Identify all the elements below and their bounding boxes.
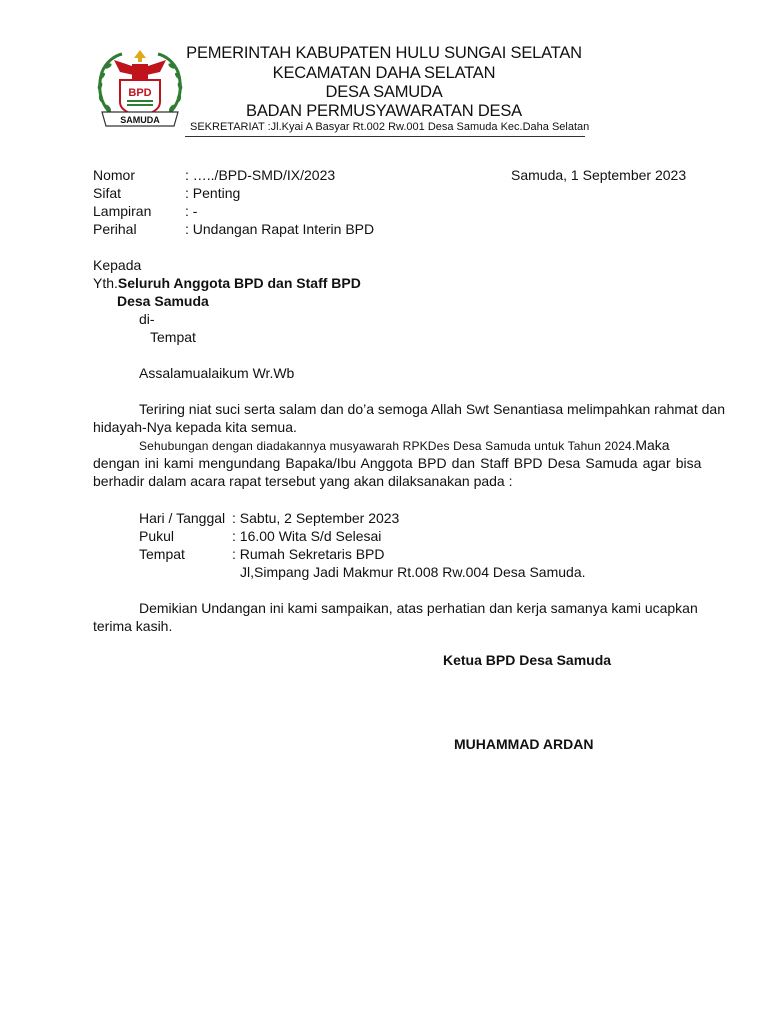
letterhead-line-3: DESA SAMUDA bbox=[325, 83, 443, 101]
letterhead-divider bbox=[185, 136, 585, 137]
logo-emblem-text: BPD bbox=[128, 87, 152, 99]
event-place-label: Tempat bbox=[139, 546, 185, 562]
di-label: di- bbox=[139, 311, 155, 327]
event-place-detail: Jl,Simpang Jadi Makmur Rt.008 Rw.004 Desa Samuda. bbox=[240, 564, 586, 580]
event-place-value: : Rumah Sekretaris BPD bbox=[232, 546, 385, 562]
perihal-value: : Undangan Rapat Interin BPD bbox=[185, 221, 375, 237]
closing-line-1: Demikian Undangan ini kami sampaikan, atas perhatian dan kerja samanya kami ucapkan bbox=[139, 600, 698, 616]
event-time-value: : 16.00 Wita S/d Selesai bbox=[232, 528, 382, 544]
paragraph-2-line-1 bbox=[139, 437, 670, 453]
signature-title: Ketua BPD Desa Samuda bbox=[443, 652, 612, 668]
recipient-name: Seluruh Anggota BPD dan Staff BPD bbox=[117, 275, 361, 291]
sifat-label: Sifat bbox=[93, 185, 122, 201]
paragraph-1-line-1: Teriring niat suci serta salam dan do’a semoga Allah Swt Senantiasa melimpahkan rahmat dan bbox=[139, 401, 725, 417]
paragraph-2-small-text: Sehubungan dengan diadakannya musyawarah RPKDes Desa Samuda untuk Tahun 2024. bbox=[139, 439, 636, 453]
lampiran-value: : - bbox=[185, 203, 198, 219]
event-day-value: : Sabtu, 2 September 2023 bbox=[232, 510, 400, 526]
event-time-label: Pukul bbox=[139, 528, 175, 544]
recipient-village: Desa Samuda bbox=[117, 293, 209, 309]
nomor-label: Nomor bbox=[93, 167, 136, 183]
lampiran-label: Lampiran bbox=[93, 203, 152, 219]
nomor-value: : …../BPD-SMD/IX/2023 bbox=[185, 167, 336, 183]
sifat-value: : Penting bbox=[185, 185, 241, 201]
letterhead-line-2: KECAMATAN DAHA SELATAN bbox=[272, 64, 496, 82]
paragraph-2-line-2: dengan ini kami mengundang Bapaka/Ibu Anggota BPD dan Staff BPD Desa Samuda agar bisa bbox=[93, 455, 702, 471]
logo-ribbon-text: SAMUDA bbox=[120, 115, 160, 125]
recipient-line bbox=[93, 275, 361, 291]
letter-date: Samuda, 1 September 2023 bbox=[511, 167, 687, 183]
paragraph-1-line-2: hidayah-Nya kepada kita semua. bbox=[93, 419, 297, 435]
greeting: Assalamualaikum Wr.Wb bbox=[139, 365, 295, 381]
closing-line-2: terima kasih. bbox=[93, 618, 173, 634]
event-day-label: Hari / Tanggal bbox=[139, 510, 226, 526]
kepada-label: Kepada bbox=[93, 257, 142, 273]
letterhead-line-1: PEMERINTAH KABUPATEN HULU SUNGAI SELATAN bbox=[186, 44, 582, 62]
paragraph-2-rest: Maka bbox=[635, 437, 670, 453]
signature-name: MUHAMMAD ARDAN bbox=[454, 736, 594, 752]
yth-label: Yth. bbox=[93, 275, 118, 291]
paragraph-2-line-3: berhadir dalam acara rapat tersebut yang akan dilaksanakan pada : bbox=[93, 473, 513, 489]
letterhead-address: SEKRETARIAT :Jl.Kyai A Basyar Rt.002 Rw.001 Desa Samuda Kec.Daha Selatan bbox=[190, 121, 590, 133]
perihal-label: Perihal bbox=[93, 221, 137, 237]
tempat-label: Tempat bbox=[150, 329, 196, 345]
letterhead-line-4: BADAN PERMUSYAWARATAN DESA bbox=[246, 102, 522, 120]
